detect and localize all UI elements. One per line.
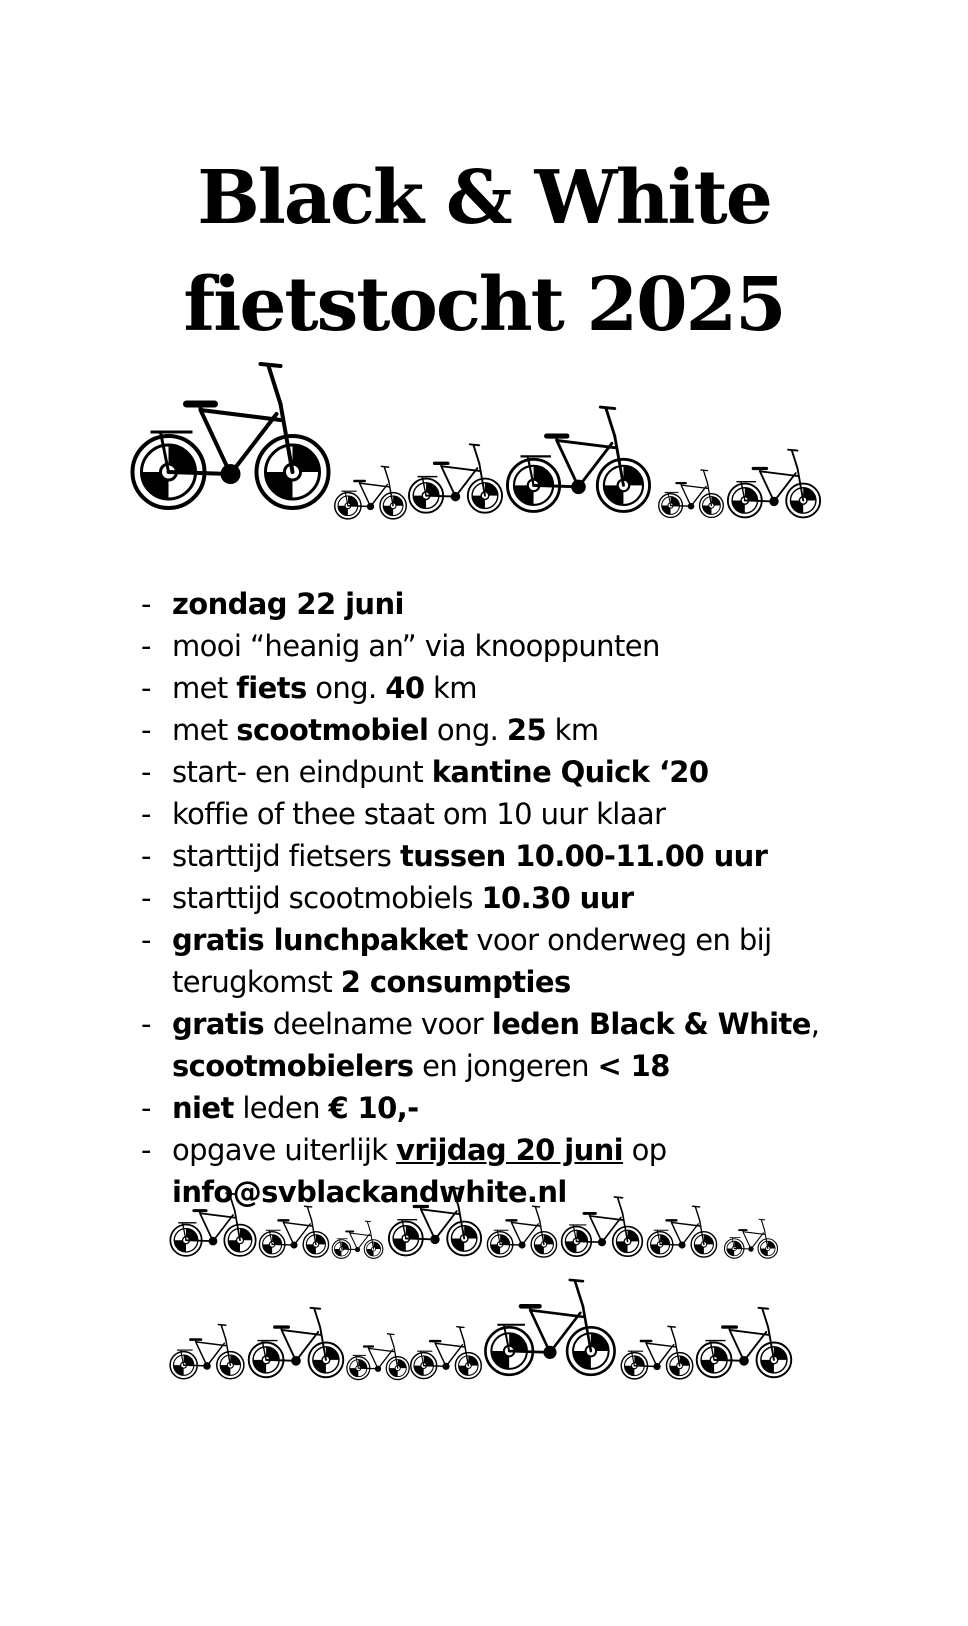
list-item-text: fiets	[236, 671, 307, 705]
list-item-text: 40	[385, 671, 425, 705]
list-item-text: km	[546, 713, 599, 747]
bike-icon	[621, 1326, 692, 1379]
list-item-text: koffie of thee staat om 10 uur klaar	[172, 797, 666, 831]
list-item-text: < 18	[597, 1049, 670, 1083]
bike-icon	[647, 1206, 716, 1257]
title-line-1: Black & White	[197, 155, 771, 241]
bike-icon	[659, 470, 724, 517]
bike-icon	[389, 1188, 481, 1256]
list-item-text: kantine Quick ‘20	[431, 755, 709, 789]
list-item-text: ,	[810, 1007, 820, 1041]
bike-icon	[249, 1308, 344, 1377]
bike-icon	[332, 1221, 383, 1258]
bike-icon	[562, 1197, 643, 1256]
list-item-text: deelname voor	[264, 1007, 492, 1041]
list-item-text: starttijd scootmobiels	[172, 881, 482, 915]
bike-icon-group	[168, 1272, 798, 1384]
bike-icon	[728, 450, 820, 518]
bike-icon	[487, 1206, 556, 1257]
list-item-text: scootmobiel	[236, 713, 429, 747]
bike-icon	[259, 1206, 328, 1257]
list-item	[141, 1003, 941, 1087]
list-item-text: tussen 10.00-11.00 uur	[399, 839, 768, 873]
list-item	[141, 793, 941, 835]
list-item-text: gratis lunchpakket	[172, 923, 468, 957]
bike-icon	[347, 1334, 409, 1380]
list-item-text: leden	[233, 1091, 329, 1125]
list-item-text: opgave uiterlijk	[172, 1133, 397, 1167]
list-item-text: niet	[172, 1091, 234, 1125]
bike-row-top	[128, 352, 828, 524]
list-item-text: km	[424, 671, 477, 705]
list-item-text: ong.	[306, 671, 386, 705]
list-item-text: op	[623, 1133, 667, 1167]
title-line-2: fietstocht 2025	[183, 262, 785, 348]
list-item-text: 25	[506, 713, 547, 747]
bike-icon	[170, 1193, 255, 1256]
list-item-text: ong.	[428, 713, 507, 747]
bike-row-bottom	[168, 1272, 798, 1384]
bike-icon	[133, 364, 329, 508]
list-item: - zondag 22 juni	[141, 583, 941, 625]
list-item	[141, 1087, 941, 1129]
bike-icon	[170, 1325, 244, 1379]
list-item: - mooi “heanig an” via knooppunten	[141, 625, 941, 667]
email-address[interactable]: info@svblackandwhite.nl	[172, 1175, 567, 1209]
list-item	[141, 877, 941, 919]
bike-icon-group	[128, 352, 828, 524]
bike-icon	[485, 1280, 614, 1375]
list-item-text: 2 consumpties	[340, 965, 571, 999]
bike-icon	[697, 1308, 792, 1377]
event-details-list	[141, 583, 941, 1213]
bike-icon	[411, 1327, 482, 1379]
list-item-text: met	[172, 671, 237, 705]
list-item	[141, 919, 941, 1003]
bike-icon	[724, 1219, 777, 1258]
bike-icon	[507, 407, 649, 511]
list-item-text: en jongeren	[413, 1049, 598, 1083]
list-item-text: scootmobielers	[172, 1049, 414, 1083]
bike-icon	[409, 444, 502, 512]
list-item-text: starttijd fietsers	[172, 839, 400, 873]
list-item-text: gratis	[172, 1007, 265, 1041]
list-item	[141, 709, 941, 751]
list-item-text: start- en eindpunt	[172, 755, 432, 789]
list-item	[141, 751, 941, 793]
list-item-text: 10.30 uur	[481, 881, 634, 915]
list-item-text: € 10,-	[328, 1091, 419, 1125]
bike-row-middle	[168, 1182, 788, 1262]
bike-icon-group	[168, 1182, 788, 1262]
list-item-text: leden Black & White	[491, 1007, 811, 1041]
list-item	[141, 667, 941, 709]
list-item-text: met	[172, 713, 237, 747]
list-item	[141, 835, 941, 877]
bike-icon	[335, 466, 406, 519]
list-item-text: voor onderweg en bij	[467, 923, 772, 957]
deadline-date: vrijdag 20 juni	[396, 1133, 624, 1167]
list-item-text: terugkomst	[172, 965, 341, 999]
